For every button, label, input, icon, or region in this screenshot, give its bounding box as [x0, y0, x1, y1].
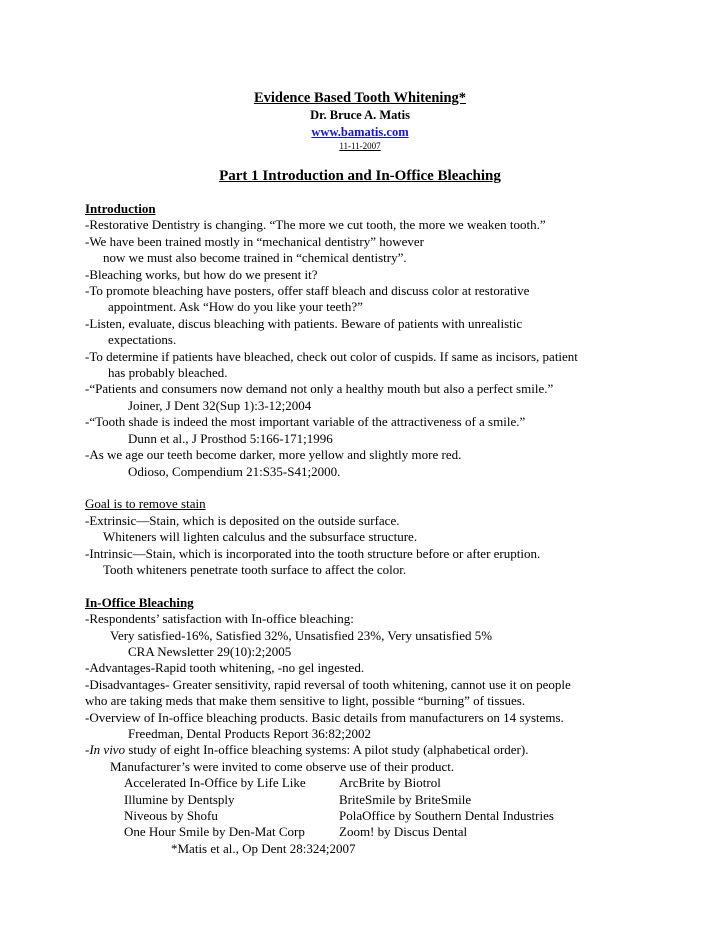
text-line: -Restorative Dentistry is changing. “The more we cut tooth, the more we weaken tooth.” — [85, 217, 546, 233]
part-title: Part 1 Introduction and In-Office Bleaching — [219, 168, 501, 184]
citation-line: Dunn et al., J Prosthod 5:166-171;1996 — [128, 430, 333, 446]
citation-line: Joiner, J Dent 32(Sup 1):3-12;2004 — [128, 397, 312, 413]
text-line: -Disadvantages- Greater sensitivity, rapid reversal of tooth whitening, cannot use it on people — [85, 676, 571, 692]
document-title: Evidence Based Tooth Whitening* — [253, 90, 467, 106]
text-line: Very satisfied-16%, Satisfied 32%, Unsatisfied 23%, Very unsatisfied 5% — [110, 627, 493, 643]
product-name: Accelerated In-Office by Life Like — [124, 775, 306, 791]
product-name: Zoom! by Discus Dental — [339, 824, 468, 840]
section-heading-in-office: In-Office Bleaching — [85, 594, 194, 610]
product-row — [85, 808, 645, 824]
product-row — [85, 792, 645, 808]
text-line: now we must also become trained in “chemical dentistry”. — [103, 250, 407, 266]
product-row — [85, 824, 645, 840]
citation-line: Odioso, Compendium 21:S35-S41;2000. — [128, 463, 341, 479]
product-name: One Hour Smile by Den-Mat Corp — [124, 824, 305, 840]
study-line — [85, 742, 645, 758]
text-line: -Overview of In-office bleaching products. Basic details from manufacturers on 14 systems. — [85, 709, 564, 725]
text-line: -Advantages-Rapid tooth whitening, -no gel ingested. — [85, 660, 365, 676]
website-link[interactable]: www.bamatis.com — [311, 125, 409, 139]
text-line: Manufacturer’s were invited to come observe use of their product. — [110, 758, 455, 774]
study-italic: In vivo — [89, 742, 126, 758]
text-line: -Intrinsic—Stain, which is incorporated into the tooth structure before or after eruption. — [85, 545, 541, 561]
text-line: who are taking meds that make them sensitive to light, possible “burning” of tissues. — [85, 693, 526, 709]
document-body — [85, 201, 645, 857]
author-name: Dr. Bruce A. Matis — [310, 108, 410, 122]
citation-line: CRA Newsletter 29(10):2;2005 — [128, 643, 292, 659]
spacer — [85, 480, 645, 496]
product-name: Illumine by Dentsply — [124, 791, 235, 807]
text-line: -We have been trained mostly in “mechanical dentistry” however — [85, 233, 424, 249]
text-line: -“Tooth shade is indeed the most important variable of the attractiveness of a smile.” — [85, 414, 526, 430]
text-line: -To determine if patients have bleached, check out color of cuspids. If same as incisors, patient — [85, 348, 578, 364]
text-line: -Extrinsic—Stain, which is deposited on the outside surface. — [85, 512, 400, 528]
text-line: -Respondents’ satisfaction with In-office bleaching: — [85, 611, 354, 627]
section-heading-goal: Goal is to remove stain — [85, 496, 206, 512]
text-line: Whiteners will lighten calculus and the subsurface structure. — [103, 529, 418, 545]
text-line: -“Patients and consumers now demand not only a healthy mouth but also a perfect smile.” — [85, 381, 554, 397]
section-heading-introduction: Introduction — [85, 201, 156, 216]
text-line: appointment. Ask “How do you like your teeth?” — [108, 299, 363, 315]
text-line: has probably bleached. — [108, 365, 228, 381]
text-line: -As we age our teeth become darker, more yellow and slightly more red. — [85, 447, 462, 463]
product-name: BriteSmile by BriteSmile — [339, 791, 472, 807]
text-line: -To promote bleaching have posters, offer staff bleach and discuss color at restorative — [85, 283, 530, 299]
citation-line: Freedman, Dental Products Report 36:82;2002 — [128, 725, 371, 741]
text-line: -Listen, evaluate, discus bleaching with patients. Beware of patients with unrealistic — [85, 315, 523, 331]
text-line: Tooth whiteners penetrate tooth surface to affect the color. — [103, 561, 407, 577]
text-line: -Bleaching works, but how do we present it? — [85, 266, 318, 282]
study-prefix: - — [85, 742, 90, 758]
study-rest: study of eight In-office bleaching systems: A pilot study (alphabetical order). — [125, 742, 529, 758]
document-date: 11-11-2007 — [339, 141, 381, 151]
product-name: Niveous by Shofu — [124, 808, 218, 823]
product-name: PolaOffice by Southern Dental Industries — [339, 808, 554, 823]
citation-line: *Matis et al., Op Dent 28:324;2007 — [171, 840, 356, 856]
product-row — [85, 775, 645, 791]
document-header — [0, 89, 720, 153]
spacer — [85, 578, 645, 594]
product-name: ArcBrite by Biotrol — [339, 775, 441, 791]
text-line: expectations. — [108, 332, 177, 348]
